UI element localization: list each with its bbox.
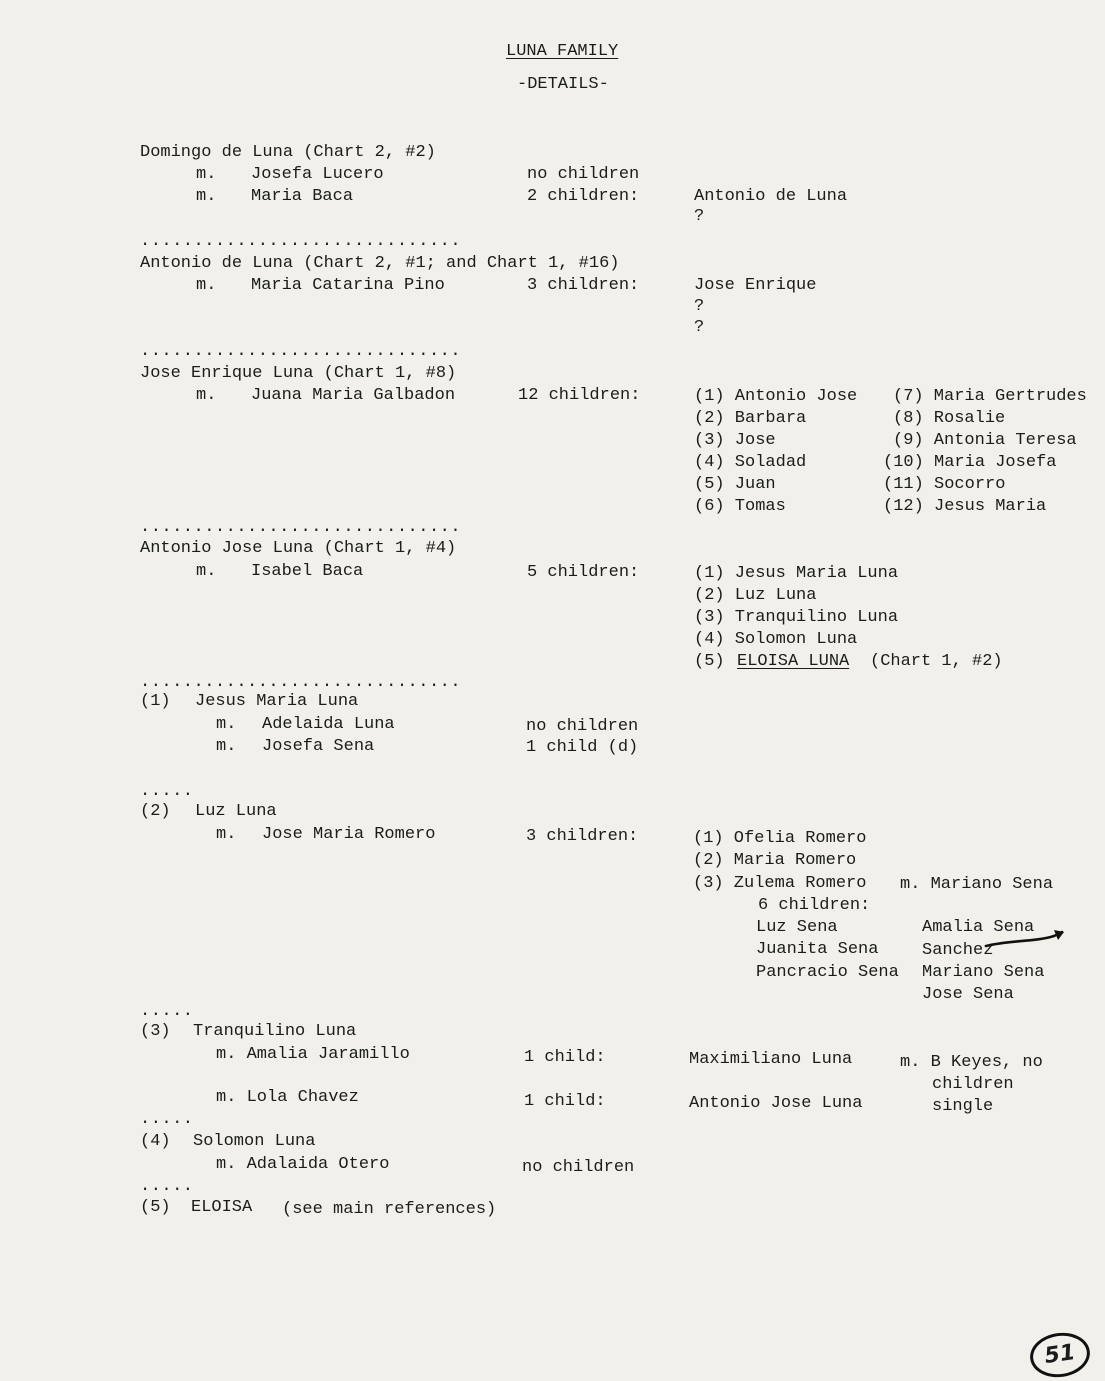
children-count: 5 children: (527, 563, 640, 582)
child-name: (3) Tranquilino Luna (694, 608, 899, 627)
child-name: Antonio Jose Luna (689, 1094, 863, 1113)
child-name-eloisa: ELOISA LUNA (737, 652, 850, 671)
children-count: 6 children: (758, 896, 871, 915)
child-name: ? (694, 297, 705, 316)
spouse-name: m. Adalaida Otero (216, 1155, 390, 1174)
children-count: 3 children: (527, 276, 640, 295)
children-count: 2 children: (527, 187, 640, 206)
spouse-name: Josefa Sena (262, 737, 375, 756)
spouse-name: m. Amalia Jaramillo (216, 1045, 410, 1064)
grandchild-name: Pancracio Sena (756, 963, 899, 982)
spouse-name: m. Lola Chavez (216, 1088, 359, 1107)
marriage-marker: m. (196, 276, 217, 295)
spouse-name: Josefa Lucero (251, 165, 384, 184)
child-name: Maximiliano Luna (689, 1050, 853, 1069)
tranquilino-name: Tranquilino Luna (193, 1022, 357, 1041)
child-name: (8) Rosalie (893, 409, 1006, 428)
page-title: LUNA FAMILY (506, 42, 619, 61)
entry-number: (5) (140, 1198, 171, 1217)
grandchild-name: Sanchez (922, 941, 994, 960)
marriage-marker: m. (196, 562, 217, 581)
child-name: (1) Antonio Jose (694, 387, 858, 406)
jose-enrique-name: Jose Enrique Luna (Chart 1, #8) (140, 364, 457, 383)
child-name: ? (694, 207, 705, 226)
separator: .............................. (140, 232, 462, 251)
antonio-de-luna-name: Antonio de Luna (Chart 2, #1; and Chart 1, #16) (140, 254, 620, 273)
child-note: children (932, 1075, 1014, 1094)
child-name: (3) Zulema Romero (693, 874, 867, 893)
spouse-name: Maria Baca (251, 187, 354, 206)
children-count: 1 child: (524, 1048, 606, 1067)
children-count: 1 child (d) (526, 738, 639, 757)
child-chart-ref: (Chart 1, #2) (870, 652, 1003, 671)
child-name: (2) Maria Romero (693, 851, 857, 870)
marriage-marker: m. (196, 187, 217, 206)
marriage-marker: m. (216, 737, 237, 756)
child-note: single (932, 1097, 994, 1116)
antonio-jose-name: Antonio Jose Luna (Chart 1, #4) (140, 539, 457, 558)
eloisa-note: (see main references) (282, 1200, 497, 1219)
entry-number: (2) (140, 802, 171, 821)
children-count: no children (526, 717, 639, 736)
entry-number: (3) (140, 1022, 171, 1041)
child-name: Jose Enrique (694, 276, 817, 295)
grandchild-name: Mariano Sena (922, 963, 1045, 982)
separator: .............................. (140, 673, 462, 692)
page-subtitle: -DETAILS- (517, 75, 609, 94)
entry-number: (4) (140, 1132, 171, 1151)
domingo-name: Domingo de Luna (Chart 2, #2) (140, 143, 436, 162)
separator: ..... (140, 782, 194, 801)
spouse-name: Juana Maria Galbadon (251, 386, 456, 405)
child-prefix: (5) (694, 652, 725, 671)
child-name: (11) Socorro (883, 475, 1006, 494)
children-count: 12 children: (518, 386, 641, 405)
jesus-maria-name: Jesus Maria Luna (195, 692, 359, 711)
separator: .............................. (140, 342, 462, 361)
child-name: (1) Jesus Maria Luna (694, 564, 899, 583)
child-name: (4) Soladad (694, 453, 807, 472)
grandchild-name: Amalia Sena (922, 918, 1035, 937)
child-name: Antonio de Luna (694, 187, 848, 206)
handwritten-arrow-icon (980, 922, 1070, 952)
luz-name: Luz Luna (195, 802, 277, 821)
child-name: (5) Juan (694, 475, 776, 494)
child-name: (12) Jesus Maria (883, 497, 1047, 516)
child-name: ? (694, 318, 705, 337)
children-count: no children (522, 1158, 635, 1177)
separator: ..... (140, 1177, 194, 1196)
marriage-marker: m. (196, 386, 217, 405)
child-name: (2) Luz Luna (694, 586, 817, 605)
grandchild-name: Jose Sena (922, 985, 1014, 1004)
marriage-marker: m. (216, 715, 237, 734)
separator: ..... (140, 1110, 194, 1129)
grandchild-name: Juanita Sena (756, 940, 879, 959)
child-note: m. B Keyes, no (900, 1053, 1043, 1072)
marriage-marker: m. (216, 825, 237, 844)
spouse-name: Jose Maria Romero (262, 825, 436, 844)
separator: ..... (140, 1002, 194, 1021)
page-number: 51 (1027, 1329, 1093, 1381)
spouse-name: Isabel Baca (251, 562, 364, 581)
grandchild-name: Luz Sena (756, 918, 838, 937)
child-name: (9) Antonia Teresa (893, 431, 1077, 450)
child-name: (1) Ofelia Romero (693, 829, 867, 848)
marriage-marker: m. (196, 165, 217, 184)
spouse-name: m. Mariano Sena (900, 875, 1054, 894)
spouse-name: Maria Catarina Pino (251, 276, 445, 295)
child-name: (4) Solomon Luna (694, 630, 858, 649)
child-name: (2) Barbara (694, 409, 807, 428)
entry-number: (1) (140, 692, 171, 711)
separator: .............................. (140, 518, 462, 537)
solomon-name: Solomon Luna (193, 1132, 316, 1151)
child-name: (6) Tomas (694, 497, 786, 516)
child-name: (10) Maria Josefa (883, 453, 1057, 472)
children-count: no children (527, 165, 640, 184)
spouse-name: Adelaida Luna (262, 715, 395, 734)
eloisa-name: ELOISA (191, 1198, 253, 1217)
child-name: (3) Jose (694, 431, 776, 450)
child-name: (7) Maria Gertrudes (893, 387, 1087, 406)
children-count: 3 children: (526, 827, 639, 846)
children-count: 1 child: (524, 1092, 606, 1111)
